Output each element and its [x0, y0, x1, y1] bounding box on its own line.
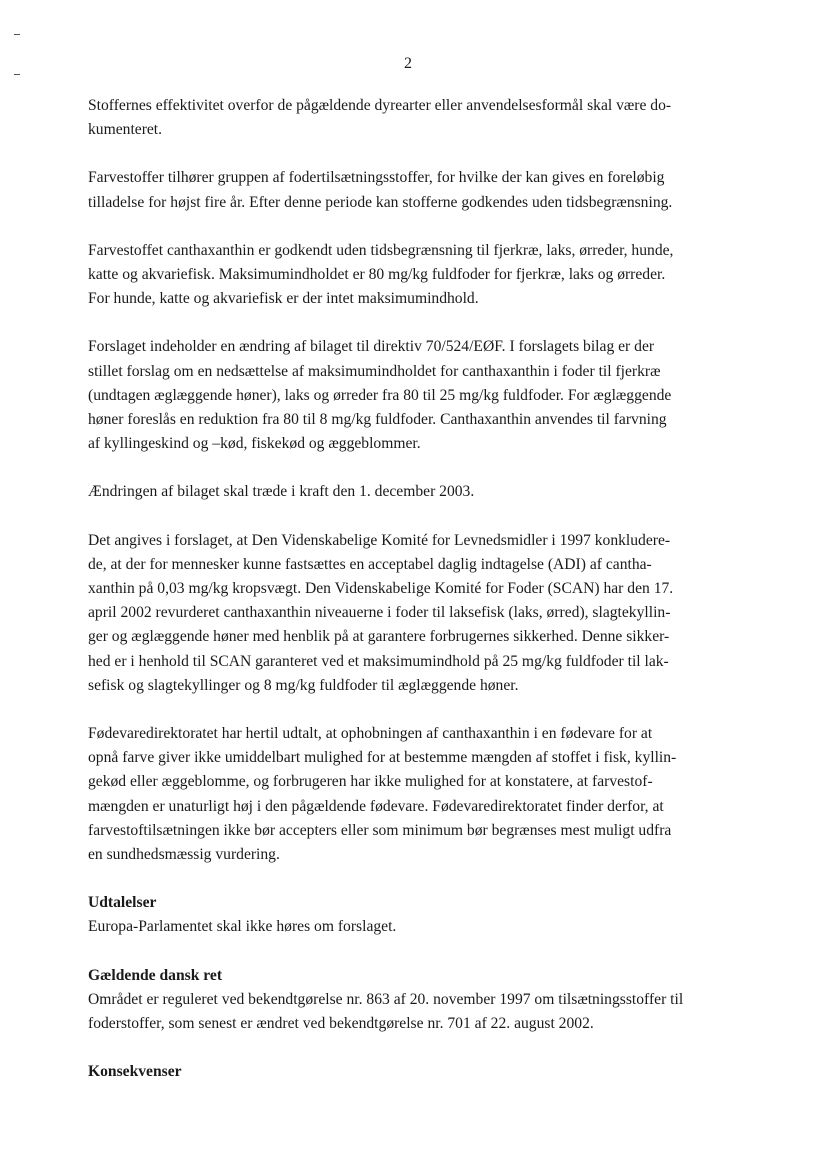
section-konsekvenser [88, 1060, 728, 1084]
text-line: april 2002 revurderet canthaxanthin niveauerne i foder til laksefisk (laks, ørred), slagtekyllin- [88, 604, 671, 622]
section-gaeldende-dansk-ret [88, 964, 728, 1037]
text-line: Fødevaredirektoratet har hertil udtalt, at ophobningen af canthaxanthin i en fødevare for at [88, 725, 653, 743]
paragraph-canthaxanthin-approval [88, 239, 728, 312]
text-line: farvestoftilsætningen ikke bør accepters eller som minimum bør begrænses mest muligt udfra [88, 821, 672, 839]
section-heading: Udtalelser [88, 894, 157, 912]
text-line: Stoffernes effektivitet overfor de pågældende dyrearter eller anvendelsesformål skal være do- [88, 97, 672, 114]
paragraph-food-directorate [88, 722, 728, 867]
paragraph-colorants-group [88, 166, 728, 214]
text-line: høner foreslås en reduktion fra 80 til 8 mg/kg fuldfoder. Canthaxanthin anvendes til farvning [88, 411, 667, 429]
text-line: Farvestoffer tilhører gruppen af fodertilsætningsstoffer, for hvilke der kan gives en foreløbig [88, 169, 665, 187]
page-number: 2 [404, 55, 412, 72]
text-line: Europa-Parlamentet skal ikke høres om forslaget. [88, 918, 397, 936]
text-line: hed er i henhold til SCAN garanteret ved et maksimumindhold på 25 mg/kg fuldfoder til lak- [88, 652, 669, 670]
document-body [88, 94, 728, 1085]
text-line: xanthin på 0,03 mg/kg kropsvægt. Den Videnskabelige Komité for Foder (SCAN) har den 17. [88, 580, 674, 598]
text-line: katte og akvariefisk. Maksimumindholdet er 80 mg/kg fuldfoder for fjerkræ, laks og ørreder. [88, 266, 666, 284]
text-line: Det angives i forslaget, at Den Videnskabelige Komité for Levnedsmidler i 1997 konkludere- [88, 531, 671, 549]
text-line: (undtagen æglæggende høner), laks og ørreder fra 80 til 25 mg/kg fuldfoder. For æglæggende [88, 386, 672, 404]
paragraph-scientific-committee [88, 529, 728, 698]
text-line: stillet forslag om en nedsættelse af maksimumindholdet for canthaxanthin i foder til fjerkræ [88, 362, 661, 380]
paragraph-proposal-content [88, 335, 728, 456]
text-line: en sundhedsmæssig vurdering. [88, 846, 280, 864]
text-line: Ændringen af bilaget skal træde i kraft den 1. december 2003. [88, 483, 475, 501]
section-udtalelser [88, 891, 728, 939]
text-line: gekød eller æggeblomme, og forbrugeren har ikke mulighed for at konstatere, at farvestof- [88, 773, 653, 791]
text-line: ger og æglæggende høner med henblik på at garantere forbrugernes sikkerhed. Denne sikker- [88, 628, 670, 646]
margin-mark-top [14, 34, 20, 35]
text-line: mængden er unaturligt høj i den pågældende fødevare. Fødevaredirektoratet finder derfor, at [88, 797, 664, 815]
margin-mark-bottom [14, 74, 20, 75]
text-line: de, at der for mennesker kunne fastsættes en acceptabel daglig indtagelse (ADI) af cantha- [88, 555, 652, 573]
paragraph-effectiveness [88, 94, 728, 142]
section-heading: Gældende dansk ret [88, 966, 223, 984]
text-line: Farvestoffet canthaxanthin er godkendt uden tidsbegrænsning til fjerkræ, laks, ørreder, hunde, [88, 241, 674, 259]
text-line: kumenteret. [88, 121, 163, 139]
text-line: Området er reguleret ved bekendtgørelse nr. 863 af 20. november 1997 om tilsætningsstoffer til [88, 990, 684, 1008]
text-line: tilladelse for højst fire år. Efter denne periode kan stofferne godkendes uden tidsbegrænsning. [88, 193, 673, 211]
section-heading: Konsekvenser [88, 1063, 182, 1081]
text-line: For hunde, katte og akvariefisk er der intet maksimumindhold. [88, 290, 479, 308]
text-line: af kyllingeskind og –kød, fiskekød og æggeblommer. [88, 435, 421, 453]
text-line: sefisk og slagtekyllinger og 8 mg/kg fuldfoder til æglæggende høner. [88, 676, 519, 694]
text-line: opnå farve giver ikke umiddelbart mulighed for at bestemme mængden af stoffet i fisk, kyllin- [88, 749, 677, 767]
text-line: Forslaget indeholder en ændring af bilaget til direktiv 70/524/EØF. I forslagets bilag er der [88, 338, 655, 356]
text-line: foderstoffer, som senest er ændret ved bekendtgørelse nr. 701 af 22. august 2002. [88, 1015, 594, 1033]
paragraph-entry-into-force [88, 480, 728, 504]
